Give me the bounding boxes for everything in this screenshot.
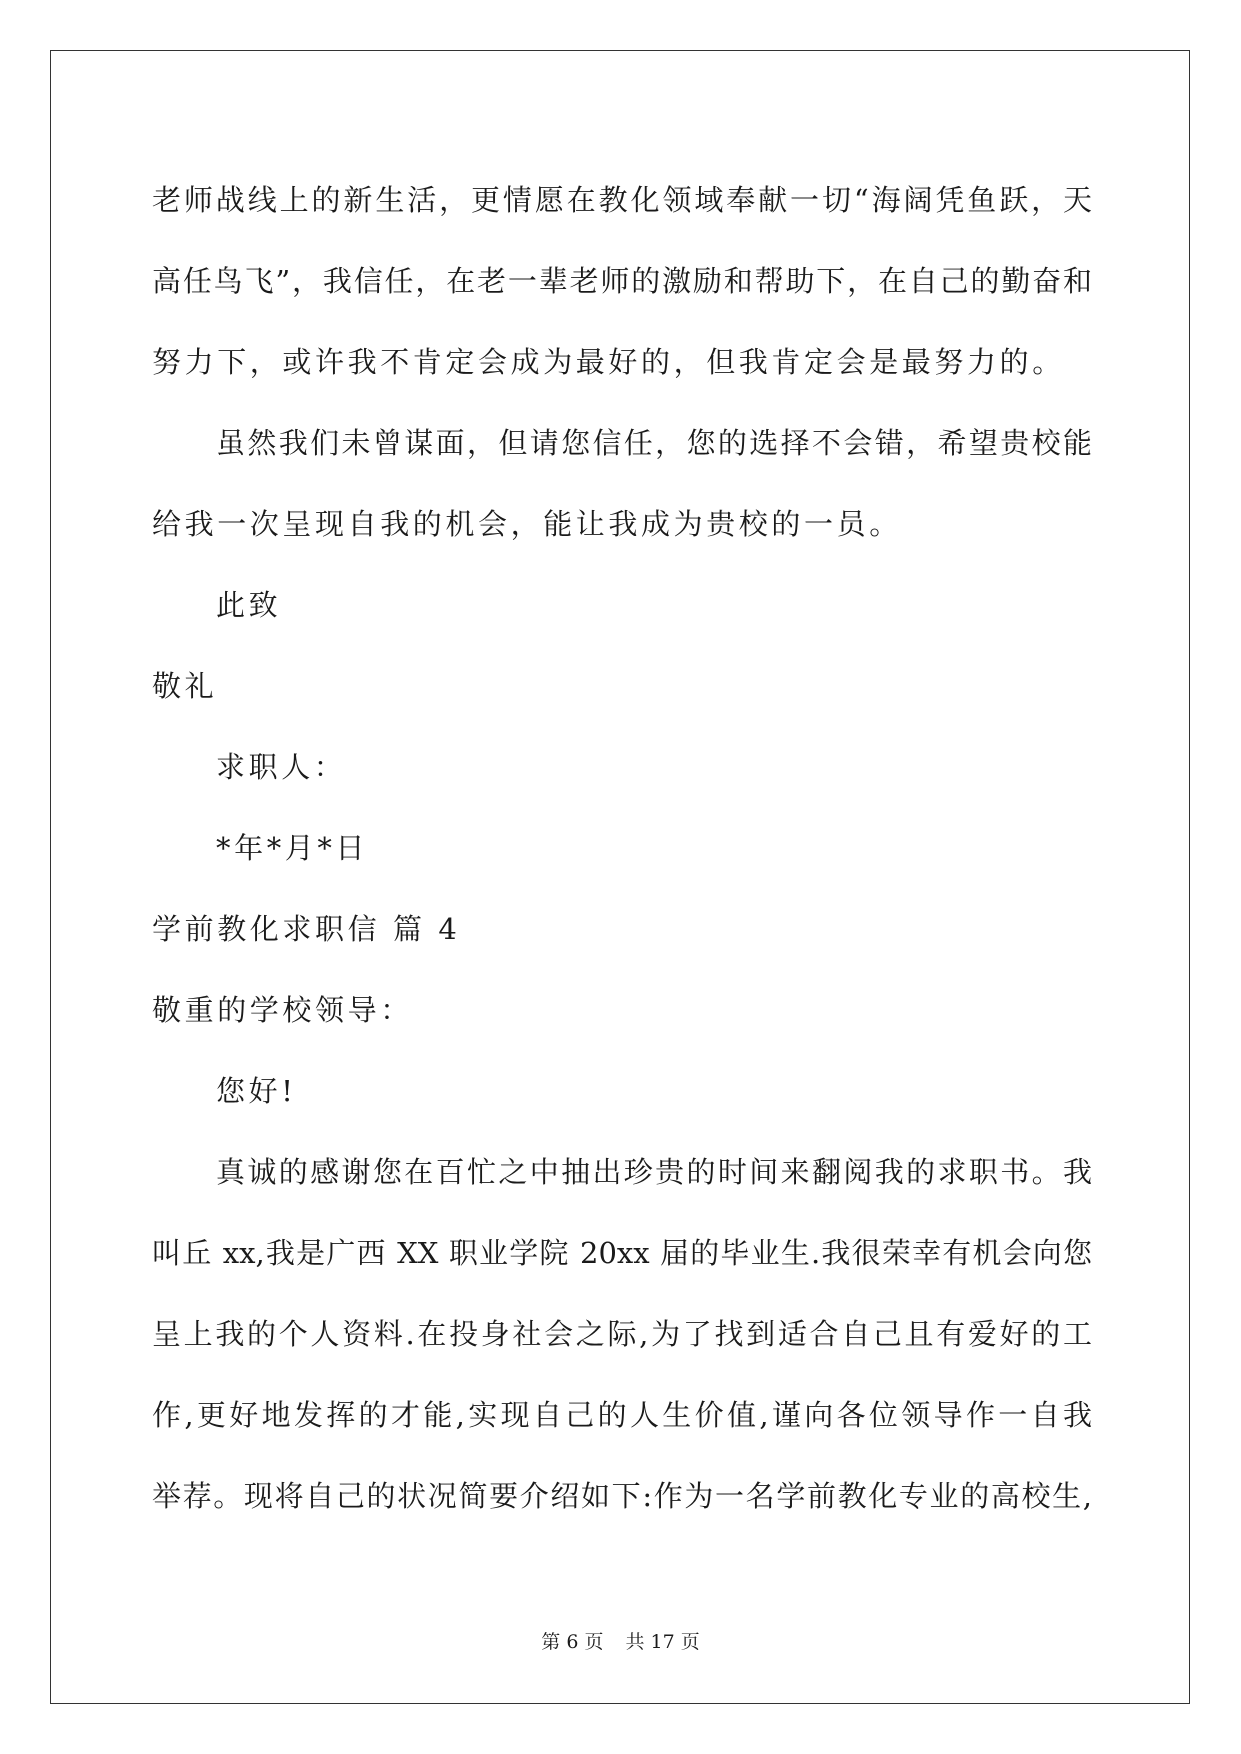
text-line: 求职人： (216, 750, 347, 784)
text-line: 举荐。现将自己的状况简要介绍如下:作为一名学前教化专业的高校生, (152, 1479, 1092, 1513)
text-line: *年*月*日 (216, 831, 369, 865)
text-line: 真诚的感谢您在百忙之中抽出珍贵的时间来翻阅我的求职书。我 (216, 1155, 1092, 1189)
text-line: 此致 (216, 588, 282, 622)
text-line: 叫丘 xx,我是广西 XX 职业学院 20xx 届的毕业生.我很荣幸有机会向您 (152, 1236, 1092, 1270)
text-line: 高任鸟飞”，我信任，在老一辈老师的激励和帮助下，在自己的勤奋和 (152, 264, 1092, 298)
text-line: 敬重的学校领导： (152, 993, 413, 1027)
text-line: 作,更好地发挥的才能,实现自己的人生价值,谨向各位领导作一自我 (152, 1398, 1092, 1432)
text-line: 您好! (216, 1074, 297, 1108)
text-line: 老师战线上的新生活，更情愿在教化领域奉献一切“海阔凭鱼跃，天 (152, 183, 1092, 217)
text-line: 努力下，或许我不肯定会成为最好的，但我肯定会是最努力的。 (152, 345, 1065, 379)
document-body (152, 160, 1092, 1537)
total-page-count: 共 17 页 (625, 1631, 700, 1653)
text-line: 呈上我的个人资料.在投身社会之际,为了找到适合自己且有爱好的工 (152, 1317, 1092, 1351)
text-line: 虽然我们未曾谋面，但请您信任，您的选择不会错，希望贵校能 (216, 426, 1092, 460)
text-line: 给我一次呈现自我的机会，能让我成为贵校的一员。 (152, 507, 902, 541)
text-line: 敬礼 (152, 669, 218, 703)
text-line: 学前教化求职信 篇 4 (152, 912, 461, 946)
current-page-number: 第 6 页 (541, 1631, 604, 1653)
page-footer (0, 1627, 1241, 1654)
